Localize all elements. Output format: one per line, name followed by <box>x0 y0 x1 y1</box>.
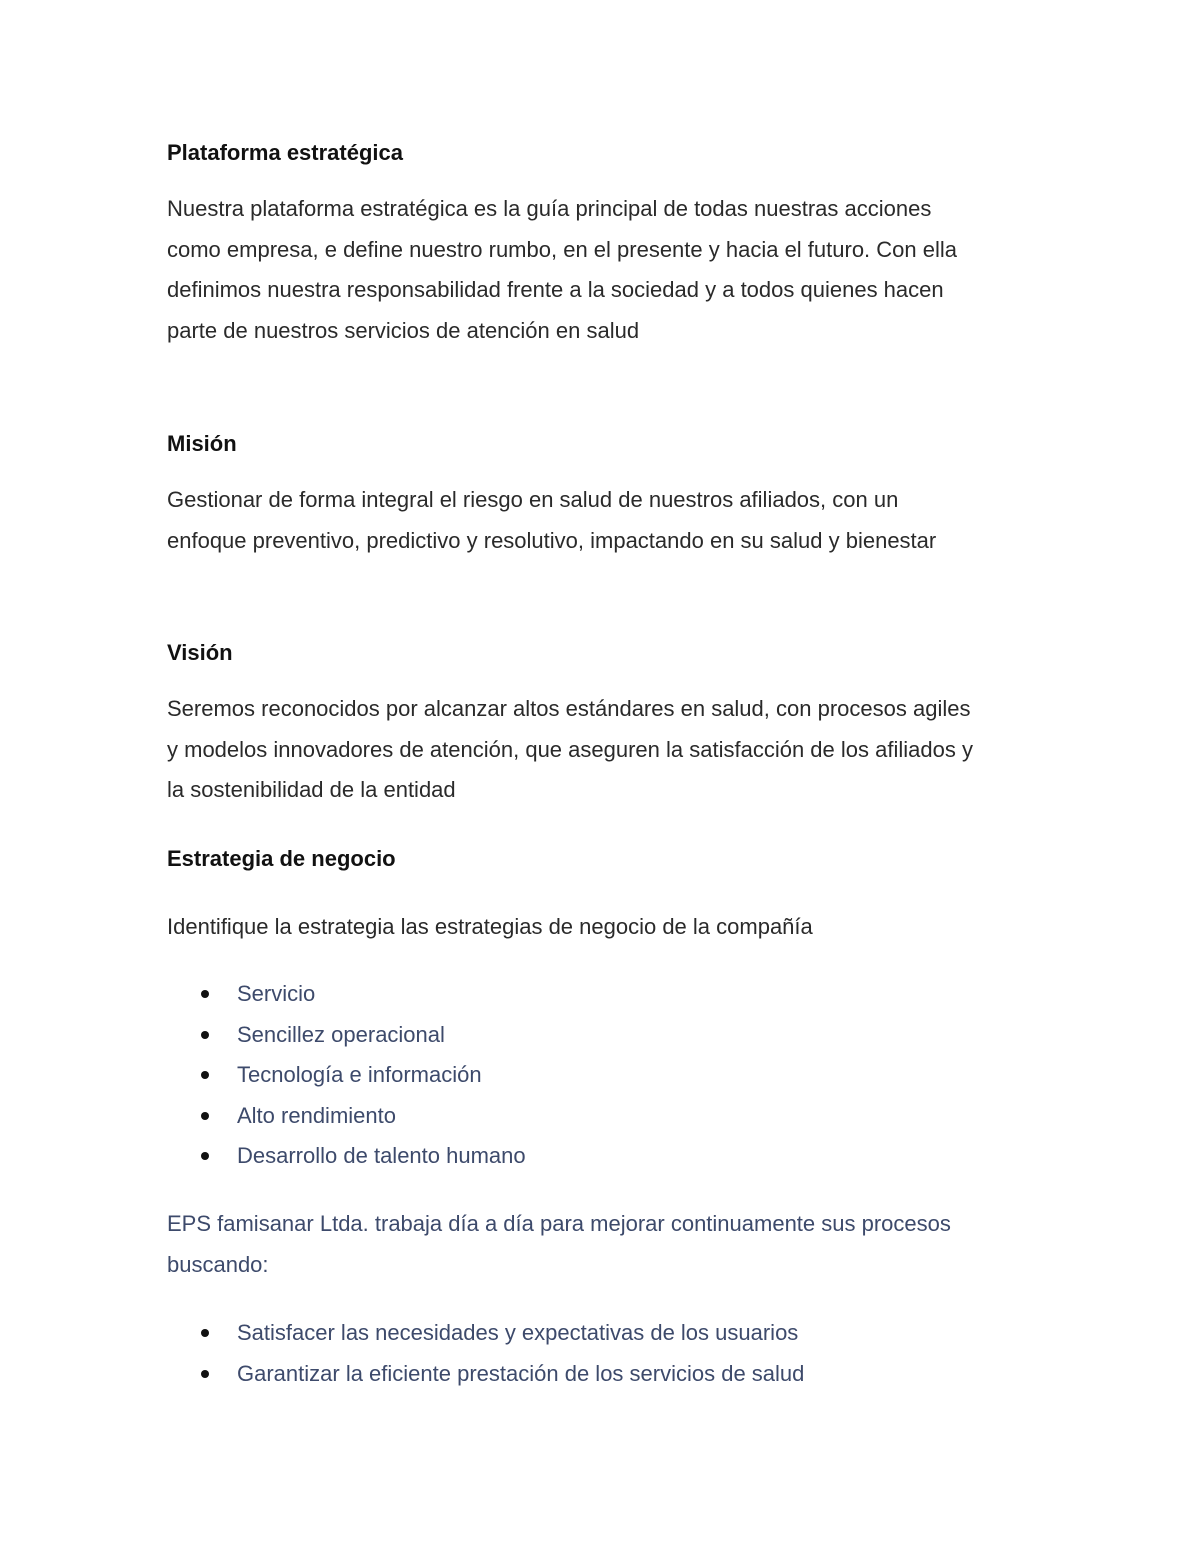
vision-heading: Visión <box>167 640 233 665</box>
strategy-list <box>167 974 1047 1177</box>
paragraph-line: Identifique la estrategia las estrategias de negocio de la compañía <box>167 914 813 939</box>
paragraph-line: parte de nuestros servicios de atención en salud <box>167 317 640 343</box>
estrategia-intro <box>167 907 1047 948</box>
list-item <box>167 1313 1047 1354</box>
paragraph-line: como empresa, e define nuestro rumbo, en el presente y hacia el futuro. Con ella <box>167 236 958 262</box>
list-item-label: Alto rendimiento <box>237 1102 396 1128</box>
bullet-icon <box>201 1031 209 1039</box>
paragraph-line: enfoque preventivo, predictivo y resolutivo, impactando en su salud y bienestar <box>167 527 937 553</box>
plataforma-paragraph <box>167 189 1047 351</box>
bullet-icon <box>201 1152 209 1160</box>
plataforma-heading: Plataforma estratégica <box>167 140 403 165</box>
list-item-label: Sencillez operacional <box>237 1021 445 1047</box>
bullet-icon <box>201 1370 209 1378</box>
list-item <box>167 1096 1047 1137</box>
closing-paragraph <box>167 1204 1047 1285</box>
list-item-label: Satisfacer las necesidades y expectativas de los usuarios <box>237 1320 799 1345</box>
bullet-icon <box>201 1112 209 1120</box>
plataforma-heading-block <box>167 138 1047 168</box>
mision-paragraph <box>167 480 1047 561</box>
paragraph-line: Seremos reconocidos por alcanzar altos estándares en salud, con procesos agiles <box>167 696 971 721</box>
vision-heading-block <box>167 638 1047 668</box>
list-item <box>167 1136 1047 1177</box>
paragraph-line: Gestionar de forma integral el riesgo en salud de nuestros afiliados, con un <box>167 487 899 512</box>
mision-heading: Misión <box>167 431 237 456</box>
list-item-label: Servicio <box>237 981 316 1006</box>
bullet-icon <box>201 990 209 998</box>
bullet-icon <box>201 1329 209 1337</box>
list-item <box>167 1354 1047 1395</box>
list-item-label: Desarrollo de talento humano <box>237 1143 526 1168</box>
list-item-label: Tecnología e información <box>237 1062 482 1087</box>
list-item <box>167 1015 1047 1056</box>
goals-list <box>167 1313 1047 1394</box>
mision-heading-block <box>167 429 1047 459</box>
list-item <box>167 1055 1047 1096</box>
paragraph-line: y modelos innovadores de atención, que aseguren la satisfacción de los afiliados y <box>167 736 973 762</box>
bullet-icon <box>201 1071 209 1079</box>
estrategia-heading: Estrategia de negocio <box>167 846 396 871</box>
paragraph-line: la sostenibilidad de la entidad <box>167 777 456 802</box>
vision-paragraph <box>167 689 1047 811</box>
paragraph-line: buscando: <box>167 1251 269 1277</box>
list-item <box>167 974 1047 1015</box>
estrategia-heading-block <box>167 844 1047 874</box>
list-item-label: Garantizar la eficiente prestación de los servicios de salud <box>237 1360 805 1386</box>
paragraph-line: Nuestra plataforma estratégica es la guía principal de todas nuestras acciones <box>167 196 932 221</box>
paragraph-line: EPS famisanar Ltda. trabaja día a día para mejorar continuamente sus procesos <box>167 1211 951 1236</box>
paragraph-line: definimos nuestra responsabilidad frente a la sociedad y a todos quienes hacen <box>167 277 944 302</box>
